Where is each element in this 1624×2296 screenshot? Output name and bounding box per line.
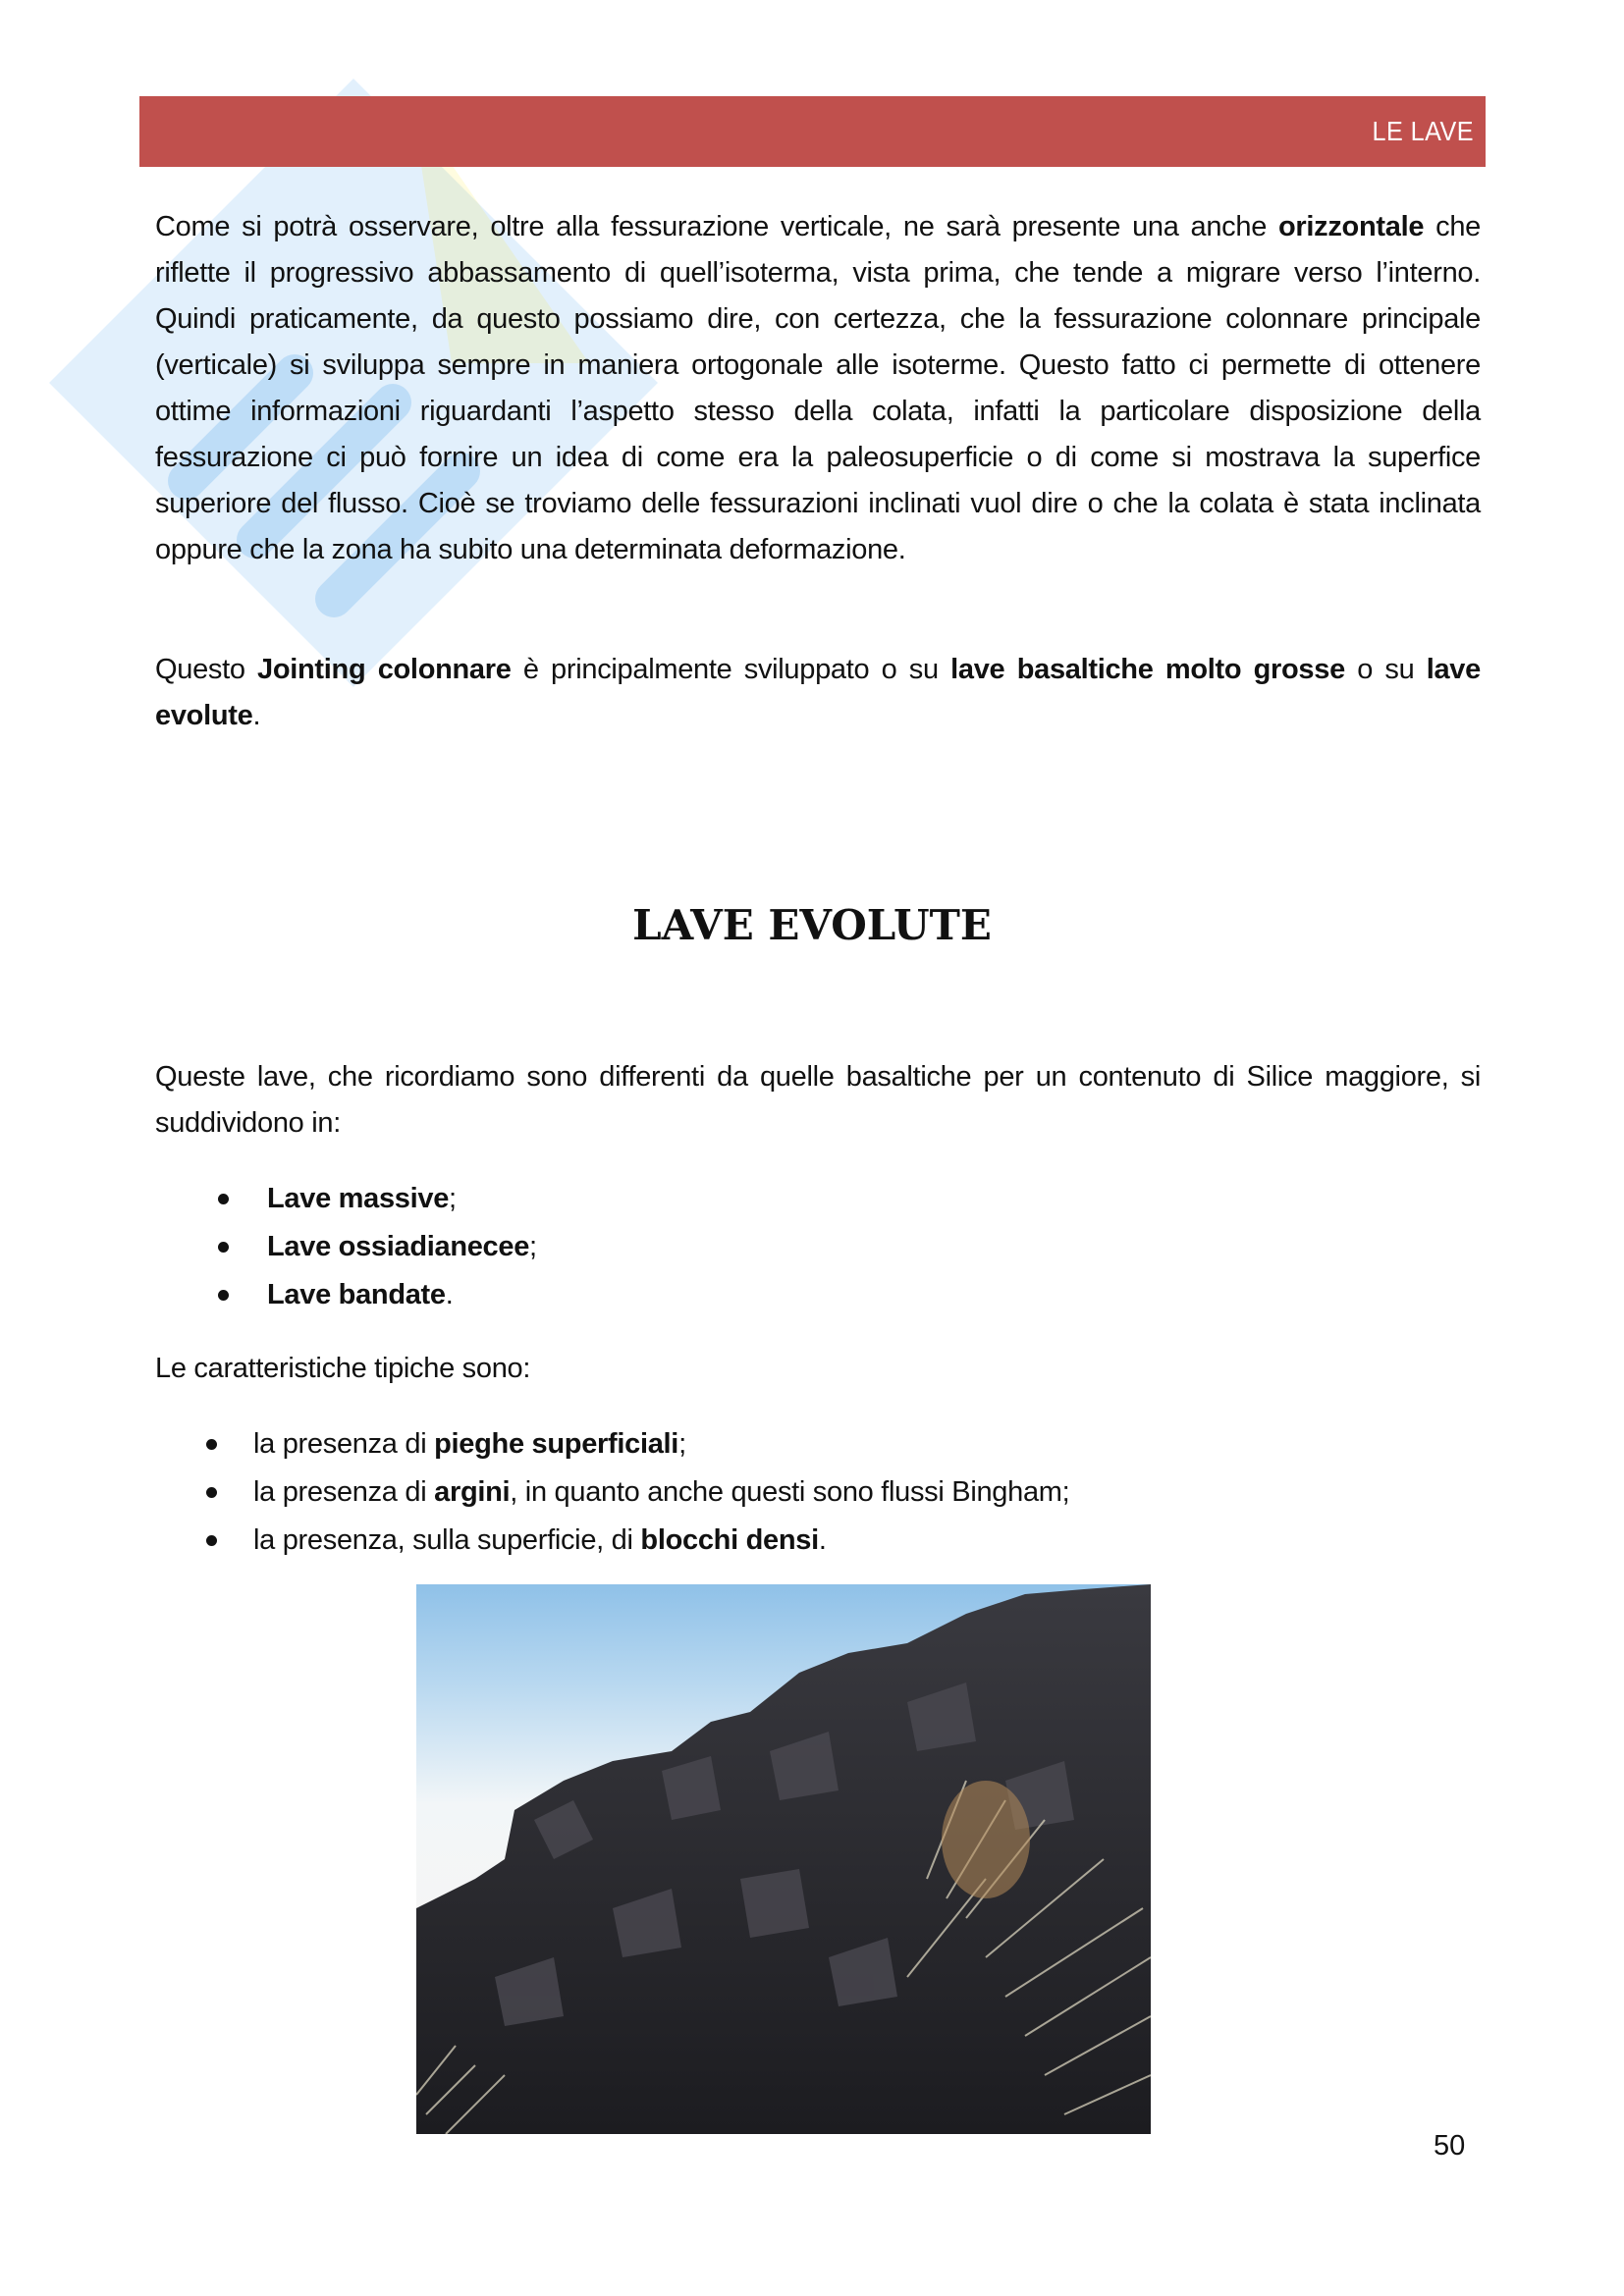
list-item-text (253, 1476, 1069, 1508)
list-item-text (267, 1183, 457, 1214)
text-run: che riflette il progressivo abbassamento di quell’isoterma, vista prima, che tende a migrare verso l’interno. Quindi praticamente, da questo possiamo dire, con certezza, che la fessurazione colonnare principale (verticale) si sviluppa sempre in maniera ortogonale alle isoterme. Questo fatto ci permette di ottenere ottime informazioni riguardanti l’aspetto stesso della colata, infatti la particolare disposizione della fessurazione ci può fornire un idea di come era la paleosuperficie o di come si mostrava la superfice superiore del flusso. Cioè se troviamo delle fessurazioni inclinati vuol dire o che la colata è stata inclinata oppure che la zona ha subito una determinata deformazione. (155, 211, 1481, 565)
text-run: Come si potrà osservare, oltre alla fessurazione verticale, ne sarà presente una anche (155, 211, 1278, 242)
text-run: Questo (155, 654, 258, 685)
bullet-icon (218, 1290, 229, 1301)
bold-text: pieghe superficiali (434, 1428, 679, 1460)
list-item (206, 1468, 1069, 1517)
text-run: . (445, 1279, 454, 1310)
header-title: LE LAVE (1372, 116, 1474, 146)
text-run: la presenza di (253, 1476, 435, 1508)
bullet-icon (218, 1194, 229, 1204)
lava-blocks-photo (416, 1584, 1151, 2134)
bold-text: orizzontale (1278, 211, 1425, 242)
text-run: Le caratteristiche tipiche sono: (155, 1353, 531, 1384)
header-bar (139, 96, 1486, 167)
bold-text: lave basaltiche molto grosse (950, 654, 1345, 685)
paragraph-isotherms (155, 204, 1481, 573)
list-item-text (267, 1231, 537, 1262)
list-item-text (253, 1428, 686, 1460)
bold-text: argini (434, 1476, 511, 1508)
section-title: LAVE EVOLUTE (632, 901, 992, 949)
list-item (218, 1271, 537, 1319)
bold-text: Lave massive (267, 1183, 450, 1214)
text-run: ; (678, 1428, 686, 1460)
paragraph-intro-evolved-lavas (155, 1054, 1481, 1147)
bullet-icon (206, 1535, 217, 1546)
list-item-text (267, 1279, 454, 1310)
bullet-icon (206, 1439, 217, 1450)
lava-types-list (218, 1175, 537, 1319)
list-item (206, 1517, 1069, 1565)
list-item-text (253, 1524, 827, 1556)
bold-text: Lave bandate (267, 1279, 446, 1310)
list-item (206, 1420, 1069, 1468)
text-run: , in quanto anche questi sono flussi Bingham; (510, 1476, 1070, 1508)
bold-text: Lave ossiadianecee (267, 1231, 530, 1262)
text-run: ; (529, 1231, 537, 1262)
text-run: Queste lave, che ricordiamo sono differenti da quelle basaltiche per un contenuto di Silice maggiore, si suddividono in: (155, 1061, 1481, 1139)
text-run: è principalmente sviluppato o su (511, 654, 951, 685)
paragraph-characteristics (155, 1346, 1481, 1392)
text-run: . (818, 1524, 827, 1556)
text-run: . (252, 700, 261, 731)
characteristics-list (206, 1420, 1069, 1565)
page-number: 50 (1434, 2130, 1466, 2162)
bold-text: lave evolute (155, 654, 1481, 731)
text-run: o su (1344, 654, 1427, 685)
bold-text: Jointing colonnare (257, 654, 512, 685)
text-run: la presenza, sulla superficie, di (253, 1524, 641, 1556)
bold-text: blocchi densi (640, 1524, 819, 1556)
text-run: ; (449, 1183, 457, 1214)
photo-illustration (416, 1584, 1151, 2134)
text-run: la presenza di (253, 1428, 435, 1460)
paragraph-jointing (155, 647, 1481, 739)
bullet-icon (206, 1487, 217, 1498)
list-item (218, 1223, 537, 1271)
bullet-icon (218, 1242, 229, 1253)
list-item (218, 1175, 537, 1223)
